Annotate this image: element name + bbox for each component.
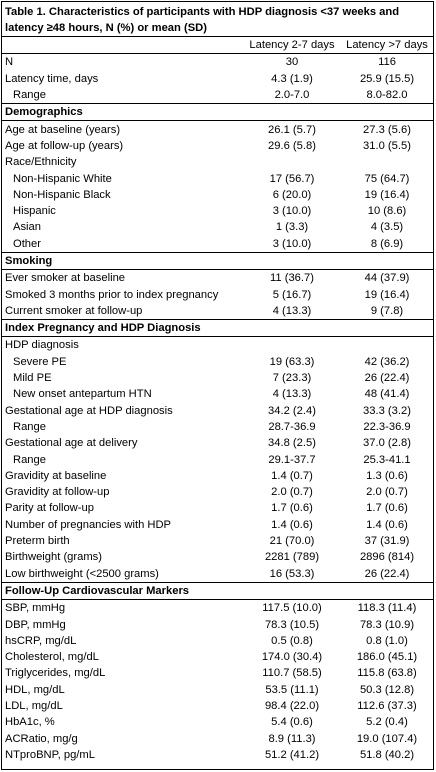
cell-latency-gt7: 48 (41.4) xyxy=(364,388,410,401)
table-row xyxy=(2,87,433,103)
table-row xyxy=(2,170,433,186)
cell-latency-gt7: 75 (64.7) xyxy=(364,172,410,185)
row-label: Mild PE xyxy=(13,372,52,385)
section-header-row xyxy=(2,103,433,121)
cell-latency-gt7: 2.0 (0.7) xyxy=(366,486,408,499)
row-label: New onset antepartum HTN xyxy=(13,388,152,401)
cell-latency-2-7: 34.2 (2.4) xyxy=(268,404,316,417)
cell-latency-2-7: 1.7 (0.6) xyxy=(271,502,313,515)
row-label: Hispanic xyxy=(13,205,56,218)
row-label: DBP, mmHg xyxy=(5,618,66,631)
cell-latency-2-7: 1 (3.3) xyxy=(275,221,309,234)
table-row xyxy=(2,665,433,681)
cell-latency-gt7: 8.0-82.0 xyxy=(366,89,408,102)
row-label: Range xyxy=(13,89,46,102)
row-label: Asian xyxy=(13,221,41,234)
cell-latency-2-7: 7 (23.3) xyxy=(272,372,312,385)
table-row xyxy=(2,468,433,484)
cell-latency-gt7: 78.3 (10.9) xyxy=(359,618,415,631)
cell-latency-gt7: 19 (16.4) xyxy=(364,188,410,201)
section-title: Demographics xyxy=(5,106,83,119)
cell-latency-gt7: 10 (8.6) xyxy=(367,205,407,218)
table-row xyxy=(2,138,433,154)
row-label: Range xyxy=(13,453,46,466)
cell-latency-2-7: 5 (16.7) xyxy=(272,288,312,301)
row-label: Age at follow-up (years) xyxy=(5,139,124,152)
table-row xyxy=(2,71,433,87)
cell-latency-gt7: 1.7 (0.6) xyxy=(366,502,408,515)
cell-latency-2-7: 2.0 (0.7) xyxy=(271,486,313,499)
cell-latency-2-7: 110.7 (58.5) xyxy=(262,667,322,680)
cell-latency-2-7: 3 (10.0) xyxy=(272,237,312,250)
cell-latency-gt7: 1.3 (0.6) xyxy=(366,469,408,482)
cell-latency-gt7: 33.3 (3.2) xyxy=(363,404,411,417)
table-row xyxy=(2,370,433,386)
row-label: Gravidity at baseline xyxy=(5,469,107,482)
table-row xyxy=(2,500,433,516)
cell-latency-gt7: 2896 (814) xyxy=(359,551,415,564)
cell-latency-gt7: 50.3 (12.8) xyxy=(359,683,415,696)
table-row xyxy=(2,386,433,402)
cell-latency-2-7: 1.4 (0.6) xyxy=(271,518,313,531)
table-row xyxy=(2,419,433,435)
table-row xyxy=(2,616,433,632)
row-label: Number of pregnancies with HDP xyxy=(5,518,172,531)
table-row xyxy=(2,698,433,714)
cell-latency-gt7: 1.4 (0.6) xyxy=(366,518,408,531)
section-header-row xyxy=(2,582,433,600)
table-row xyxy=(2,549,433,565)
row-label: Race/Ethnicity xyxy=(5,156,77,169)
section-title: Index Pregnancy and HDP Diagnosis xyxy=(5,322,201,335)
cell-latency-2-7: 0.5 (0.8) xyxy=(271,634,313,647)
table-row xyxy=(2,203,433,219)
table-row xyxy=(2,236,433,252)
cell-latency-gt7: 8 (6.9) xyxy=(370,237,404,250)
cell-latency-2-7: 26.1 (5.7) xyxy=(268,123,316,136)
table-row xyxy=(2,600,433,616)
row-label: Birthweight (grams) xyxy=(5,551,102,564)
row-label: Non-Hispanic White xyxy=(13,172,112,185)
cell-latency-2-7: 29.1-37.7 xyxy=(268,453,316,466)
cell-latency-gt7: 115.8 (63.8) xyxy=(357,667,417,680)
table-row xyxy=(2,219,433,235)
cell-latency-2-7: 17 (56.7) xyxy=(269,172,315,185)
table-row xyxy=(2,566,433,582)
row-label: Smoked 3 months prior to index pregnancy xyxy=(5,288,219,301)
characteristics-table xyxy=(1,1,434,770)
section-header-row xyxy=(2,252,433,270)
cell-latency-gt7: 0.8 (1.0) xyxy=(366,634,408,647)
cell-latency-2-7: 98.4 (22.0) xyxy=(264,700,320,713)
row-label: Gestational age at delivery xyxy=(5,437,138,450)
cell-latency-2-7: 21 (70.0) xyxy=(269,535,315,548)
table-row xyxy=(2,303,433,319)
cell-latency-gt7: 44 (37.9) xyxy=(364,272,410,285)
cell-latency-2-7: 5.4 (0.6) xyxy=(271,716,313,729)
cell-latency-2-7: 117.5 (10.0) xyxy=(262,602,322,615)
cell-latency-2-7: 30 xyxy=(285,56,299,69)
cell-latency-2-7: 3 (10.0) xyxy=(272,205,312,218)
cell-latency-gt7: 42 (36.2) xyxy=(364,355,410,368)
row-label: N xyxy=(5,56,14,69)
table-row xyxy=(2,451,433,467)
row-label: Gestational age at HDP diagnosis xyxy=(5,404,173,417)
cell-latency-gt7: 37 (31.9) xyxy=(364,535,410,548)
cell-latency-gt7: 25.3-41.1 xyxy=(363,453,411,466)
cell-latency-2-7: 8.9 (11.3) xyxy=(268,732,316,745)
row-label: NTproBNP, pg/mL xyxy=(5,748,95,761)
table-row xyxy=(2,54,433,70)
row-label: Low birthweight (<2500 grams) xyxy=(5,567,159,580)
cell-latency-gt7: 51.8 (40.2) xyxy=(359,748,415,761)
table-row xyxy=(2,337,433,353)
table-row xyxy=(2,747,433,763)
cell-latency-gt7: 9 (7.8) xyxy=(370,304,404,317)
table-row xyxy=(2,730,433,746)
cell-latency-2-7: 6 (20.0) xyxy=(272,188,312,201)
cell-latency-gt7: 118.3 (11.4) xyxy=(357,602,417,615)
row-label: Current smoker at follow-up xyxy=(5,304,143,317)
table-row xyxy=(2,533,433,549)
table-row xyxy=(2,154,433,170)
row-label: LDL, mg/dL xyxy=(5,700,63,713)
row-label: ACRatio, mg/g xyxy=(5,732,78,745)
table-row xyxy=(2,484,433,500)
cell-latency-gt7: 112.6 (37.3) xyxy=(357,700,417,713)
row-label: Range xyxy=(13,420,46,433)
cell-latency-2-7: 51.2 (41.2) xyxy=(264,748,320,761)
table-row xyxy=(2,270,433,286)
cell-latency-gt7: 19 (16.4) xyxy=(364,288,410,301)
cell-latency-2-7: 78.3 (10.5) xyxy=(264,618,320,631)
row-label: Cholesterol, mg/dL xyxy=(5,651,99,664)
cell-latency-gt7: 25.9 (15.5) xyxy=(359,72,415,85)
cell-latency-gt7: 27.3 (5.6) xyxy=(363,123,411,136)
row-label: Age at baseline (years) xyxy=(5,123,121,136)
cell-latency-gt7: 5.2 (0.4) xyxy=(366,716,408,729)
cell-latency-2-7: 2281 (789) xyxy=(264,551,320,564)
row-label: Other xyxy=(13,237,41,250)
cell-latency-gt7: 19.0 (107.4) xyxy=(356,732,418,745)
table-row xyxy=(2,187,433,203)
section-title: Follow-Up Cardiovascular Markers xyxy=(5,584,190,597)
table-row xyxy=(2,354,433,370)
cell-latency-2-7: 4.3 (1.9) xyxy=(271,72,313,85)
cell-latency-2-7: 34.8 (2.5) xyxy=(268,437,316,450)
table-row xyxy=(2,286,433,302)
row-label: Triglycerides, mg/dL xyxy=(5,667,106,680)
table-row xyxy=(2,121,433,137)
row-label: HDP diagnosis xyxy=(5,339,79,352)
row-label: Gravidity at follow-up xyxy=(5,486,110,499)
cell-latency-2-7: 4 (13.3) xyxy=(272,304,312,317)
table-body xyxy=(2,54,433,763)
row-label: HDL, mg/dL xyxy=(5,683,65,696)
cell-latency-gt7: 31.0 (5.5) xyxy=(363,139,411,152)
column-header-latency-2-7: Latency 2-7 days xyxy=(249,39,335,52)
row-label: Latency time, days xyxy=(5,72,99,85)
cell-latency-gt7: 4 (3.5) xyxy=(370,221,404,234)
cell-latency-gt7: 116 xyxy=(378,56,396,69)
cell-latency-2-7: 1.4 (0.7) xyxy=(271,469,313,482)
table-row xyxy=(2,633,433,649)
column-header-row xyxy=(2,37,433,54)
row-label: HbA1c, % xyxy=(5,716,55,729)
section-header-row xyxy=(2,319,433,337)
table-row xyxy=(2,435,433,451)
table-row xyxy=(2,714,433,730)
row-label: Preterm birth xyxy=(5,535,70,548)
row-label: SBP, mmHg xyxy=(5,602,66,615)
cell-latency-2-7: 53.5 (11.1) xyxy=(265,683,319,696)
cell-latency-2-7: 2.0-7.0 xyxy=(274,89,310,102)
table-row xyxy=(2,403,433,419)
cell-latency-gt7: 186.0 (45.1) xyxy=(356,651,418,664)
cell-latency-gt7: 22.3-36.9 xyxy=(363,420,411,433)
cell-latency-2-7: 28.7-36.9 xyxy=(268,420,316,433)
table-row xyxy=(2,649,433,665)
row-label: Non-Hispanic Black xyxy=(13,188,111,201)
table-title: Table 1. Characteristics of participants with HDP diagnosis <37 weeks and latency ≥48 hours, N (%) or mean (SD) xyxy=(2,2,433,37)
cell-latency-gt7: 26 (22.4) xyxy=(364,372,410,385)
row-label: Severe PE xyxy=(13,355,67,368)
cell-latency-2-7: 19 (63.3) xyxy=(269,355,315,368)
cell-latency-2-7: 4 (13.3) xyxy=(272,388,312,401)
column-header-latency-gt7: Latency >7 days xyxy=(346,39,428,52)
row-label: Parity at follow-up xyxy=(5,502,94,515)
cell-latency-gt7: 26 (22.4) xyxy=(364,567,410,580)
cell-latency-2-7: 16 (53.3) xyxy=(269,567,315,580)
section-title: Smoking xyxy=(5,255,53,267)
row-label: hsCRP, mg/dL xyxy=(5,634,77,647)
cell-latency-2-7: 11 (36.7) xyxy=(270,272,314,285)
table-row xyxy=(2,682,433,698)
row-label: Ever smoker at baseline xyxy=(5,272,126,285)
cell-latency-2-7: 174.0 (30.4) xyxy=(261,651,323,664)
cell-latency-2-7: 29.6 (5.8) xyxy=(268,139,316,152)
cell-latency-gt7: 37.0 (2.8) xyxy=(363,437,411,450)
table-row xyxy=(2,517,433,533)
